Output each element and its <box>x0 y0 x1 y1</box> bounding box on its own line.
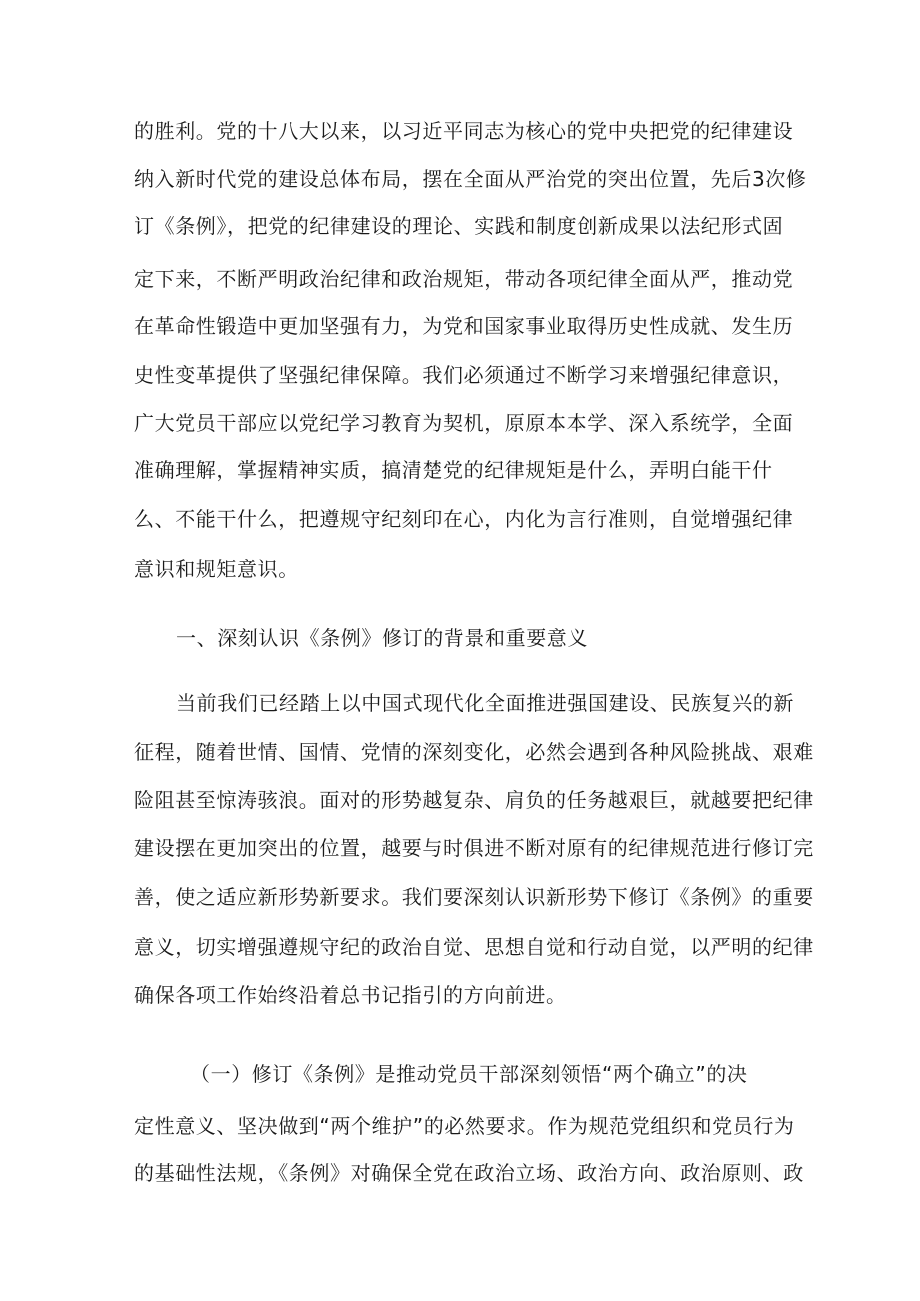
paragraph-1-line-4: 定下来，不断严明政治纪律和政治规矩，带动各项纪律全面从严，推动党 <box>134 267 794 291</box>
paragraph-1-line-9: 么、不能干什么，把遵规守纪刻印在心，内化为言行准则，自觉增强纪律 <box>134 507 794 531</box>
subheading: （一）修订《条例》是推动党员干部深刻领悟“两个确立”的决 <box>190 1062 748 1086</box>
section-heading: 一、深刻认识《条例》修订的背景和重要意义 <box>176 626 588 650</box>
paragraph-2-line-3: 险阻甚至惊涛骇浪。面对的形势越复杂、肩负的任务越艰巨，就越要把纪律 <box>134 788 814 812</box>
paragraph-1-line-3: 订《条例》，把党的纪律建设的理论、实践和制度创新成果以法纪形式固 <box>134 214 784 238</box>
paragraph-1-line-2: 纳入新时代党的建设总体布局，摆在全面从严治党的突出位置，先后3次修 <box>134 167 807 191</box>
paragraph-2-line-5: 善，使之适应新形势新要求。我们要深刻认识新形势下修订《条例》的重要 <box>134 885 814 909</box>
paragraph-1-line-6: 史性变革提供了坚强纪律保障。我们必须通过不断学习来增强纪律意识， <box>134 363 794 387</box>
paragraph-2-line-4: 建设摆在更加突出的位置，越要与时俱进不断对原有的纪律规范进行修订完 <box>134 836 814 860</box>
paragraph-1-line-7: 广大党员干部应以党纪学习教育为契机，原原本本学、深入系统学，全面 <box>134 411 794 435</box>
paragraph-2-line-7: 确保各项工作始终沿着总书记指引的方向前进。 <box>134 983 567 1007</box>
paragraph-2-line-1: 当前我们已经踏上以中国式现代化全面推进强国建设、民族复兴的新 <box>176 691 794 715</box>
paragraph-1-line-8: 准确理解，掌握精神实质，搞清楚党的纪律规矩是什么，弄明白能干什 <box>134 458 773 482</box>
paragraph-1-line-10: 意识和规矩意识。 <box>134 557 299 581</box>
paragraph-3-line-2: 的基础性法规，《条例》对确保全党在政治立场、政治方向、政治原则、政 <box>134 1161 804 1185</box>
paragraph-2-line-6: 意义，切实增强遵规守纪的政治自觉、思想自觉和行动自觉，以严明的纪律 <box>134 935 814 959</box>
paragraph-2-line-2: 征程，随着世情、国情、党情的深刻变化，必然会遇到各种风险挑战、艰难 <box>134 740 814 764</box>
paragraph-1-line-5: 在革命性锻造中更加坚强有力，为党和国家事业取得历史性成就、发生历 <box>134 314 794 338</box>
paragraph-3-line-1: 定性意义、坚决做到“两个维护”的必然要求。作为规范党组织和党员行为 <box>134 1114 795 1138</box>
paragraph-1-line-1: 的胜利。党的十八大以来，以习近平同志为核心的党中央把党的纪律建设 <box>134 119 794 143</box>
